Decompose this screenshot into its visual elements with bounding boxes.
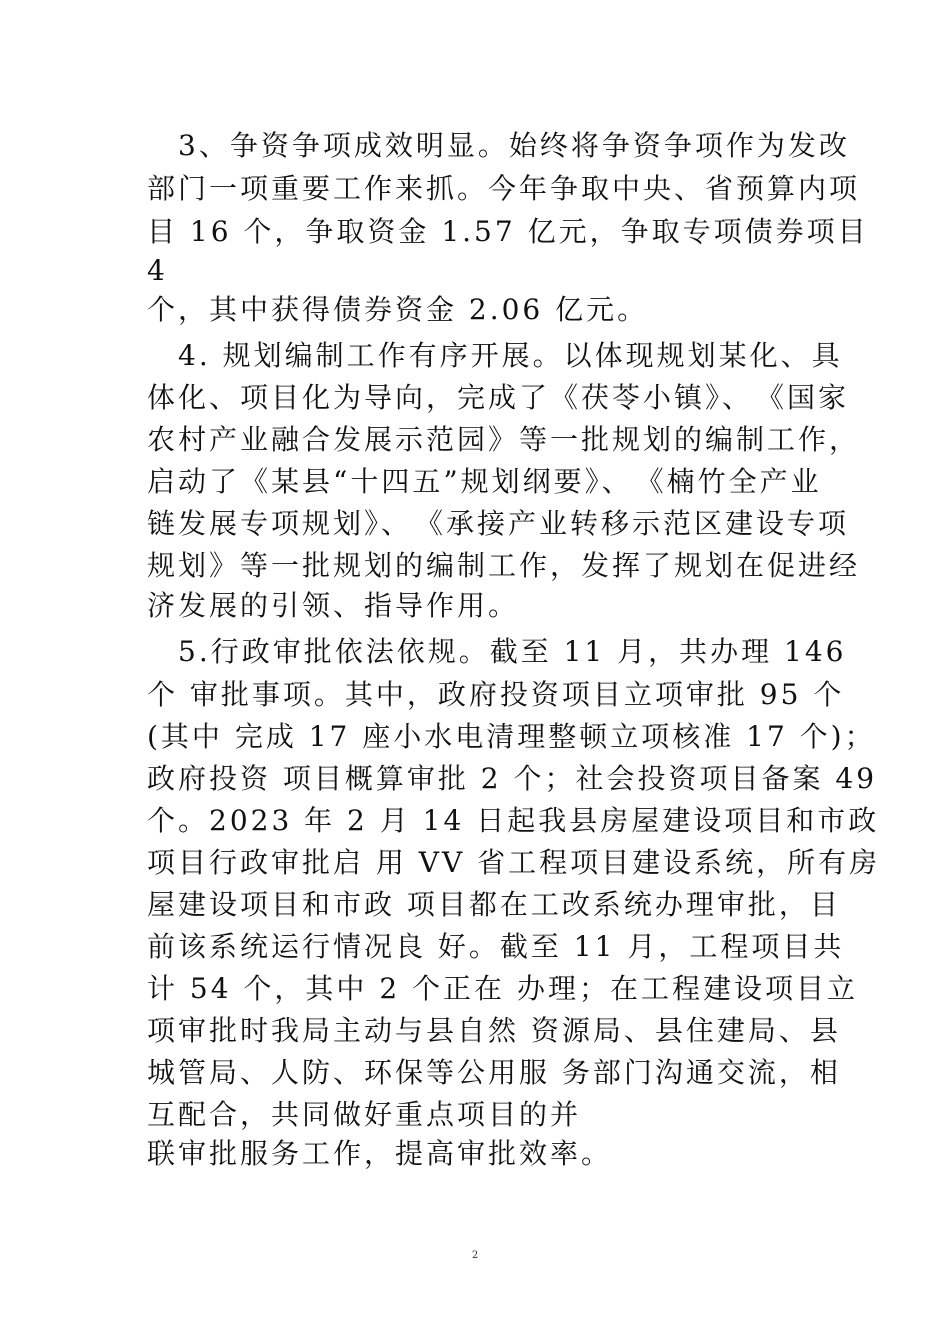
text-line: 目 16 个，争取资金 1.57 亿元，争取专项债券项目 bbox=[147, 215, 869, 248]
text-line: 5.行政审批依法依规。截至 11 月，共办理 146 bbox=[147, 635, 847, 668]
text-line: 4 bbox=[147, 254, 168, 287]
text-line: 屋建设项目和市政 项目都在工改系统办理审批，目 bbox=[147, 888, 841, 921]
text-line: 体化、项目化为导向，完成了《茯苓小镇》、 《国家 bbox=[147, 381, 850, 414]
text-line: 计 54 个，其中 2 个正在 办理；在工程建设项目立 bbox=[147, 972, 858, 1005]
text-line: 城管局、人防、环保等公用服 务部门沟通交流，相 bbox=[147, 1056, 841, 1089]
text-line: 启动了《某县“十四五”规划纲要》、 《楠竹全产业 bbox=[147, 465, 822, 498]
text-line: 3、争资争项成效明显。始终将争资争项作为发改 bbox=[147, 129, 850, 162]
text-line: 链发展专项规划》、 《承接产业转移示范区建设专项 bbox=[147, 507, 850, 540]
text-line: (其中 完成 17 座小水电清理整顿立项核准 17 个)； bbox=[147, 720, 876, 753]
text-line: 济发展的引领、指导作用。 bbox=[147, 589, 520, 622]
text-line: 个。2023 年 2 月 14 日起我县房屋建设项目和市政 bbox=[147, 804, 880, 837]
text-line: 项目行政审批启 用 VV 省工程项目建设系统，所有房 bbox=[147, 846, 881, 879]
text-line: 4. 规划编制工作有序开展。以体现规划某化、具 bbox=[147, 339, 843, 372]
text-line: 互配合，共同做好重点项目的并 bbox=[147, 1098, 582, 1131]
page-number: 2 bbox=[471, 1250, 479, 1261]
text-line: 项审批时我局主动与县自然 资源局、县住建局、县 bbox=[147, 1014, 841, 1047]
text-line: 规划》等一批规划的编制工作，发挥了规划在促进经 bbox=[147, 549, 861, 582]
text-line: 前该系统运行情况良 好。截至 11 月，工程项目共 bbox=[147, 930, 845, 963]
text-line: 联审批服务工作，提高审批效率。 bbox=[147, 1137, 613, 1170]
text-line: 政府投资 项目概算审批 2 个；社会投资项目备案 49 bbox=[147, 762, 878, 795]
text-line: 农村产业融合发展示范园》等一批规划的编制工作， bbox=[147, 423, 861, 456]
text-line: 个 审批事项。其中，政府投资项目立项审批 95 个 bbox=[147, 678, 845, 711]
text-line: 部门一项重要工作来抓。今年争取中央、省预算内项 bbox=[147, 172, 861, 205]
text-line: 个，其中获得债券资金 2.06 亿元。 bbox=[147, 293, 649, 326]
